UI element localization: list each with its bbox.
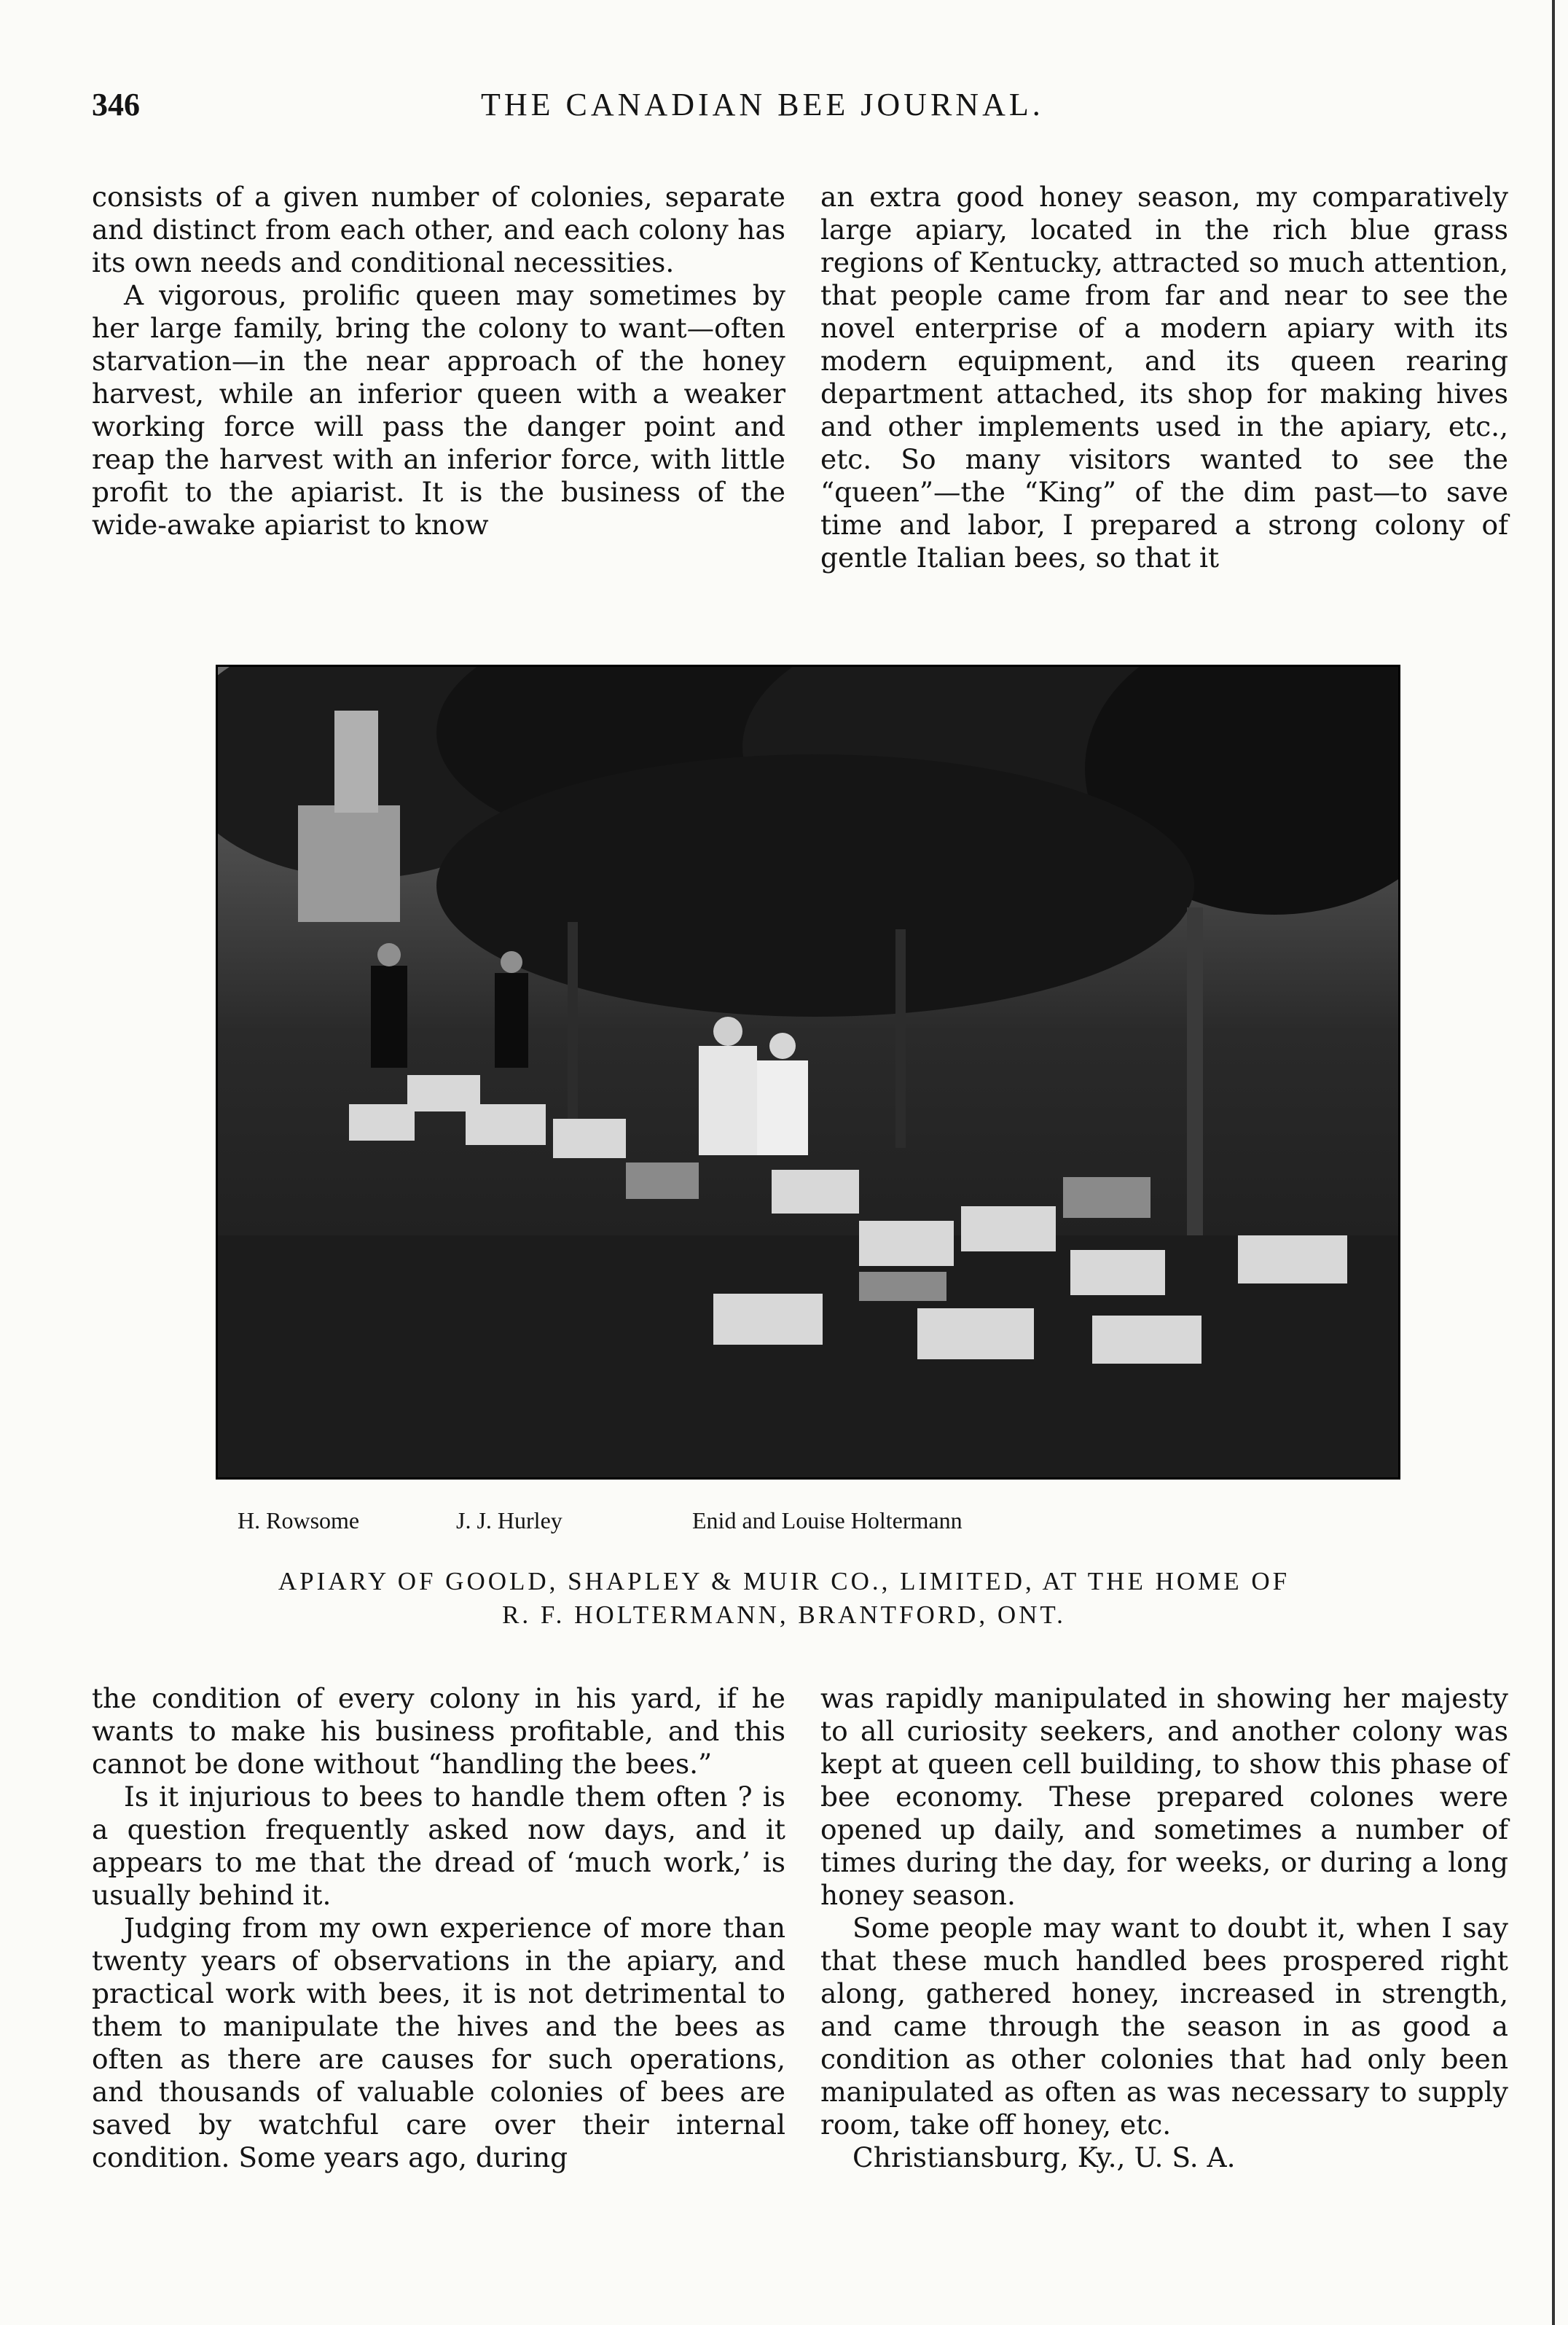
paragraph: Is it injurious to bees to handle them often ? is a question frequently asked now days, and it appears to me that the dread of ‘much work,’ is usually behind it.	[92, 1781, 785, 1911]
photo-name-label: H. Rowsome	[238, 1507, 360, 1533]
journal-title: THE CANADIAN BEE JOURNAL.	[481, 87, 1044, 122]
paragraph: was rapidly manipulated in showing her majesty to all curiosity seekers, and another colony was kept at queen cell building, to show this phase of bee economy. These prepared colones were opened up daily, and sometimes a number of times during the day, for weeks, or during a long honey season.	[820, 1682, 1508, 1911]
column-top-right	[820, 181, 1508, 574]
column-top-left	[92, 181, 785, 542]
paragraph: consists of a given number of colonies, separate and distinct from each other, and each colony has its own needs and conditional necessities.	[92, 181, 785, 278]
signoff: Christiansburg, Ky., U. S. A.	[852, 2141, 1236, 2173]
page-number: 346	[92, 87, 140, 122]
paragraph: Some people may want to doubt it, when I say that these much handled bees prospered right along, gathered honey, increased in strength, and came through the season in as good a condition as other colonies that had only been manipulated as often as was necessary to supply room, take off honey, etc.	[820, 1912, 1508, 2141]
column-bottom-left	[92, 1682, 785, 2174]
page-edge-scan-artifact	[1552, 0, 1555, 2325]
column-bottom-right	[820, 1682, 1508, 2174]
paragraph: an extra good honey season, my comparatively large apiary, located in the rich blue grass regions of Kentucky, attracted so much attention, that people came from far and near to see the novel enterprise of a modern apiary with its modern equipment, and its queen rearing department attached, its shop for making hives and other implements used in the apiary, etc., etc. So many visitors wanted to see the “queen”—the “King” of the dim past—to save time and labor, I prepared a strong colony of gentle Italian bees, so that it	[820, 181, 1508, 574]
photo-name-label: J. J. Hurley	[456, 1507, 562, 1533]
photo-caption-line2: R. F. HOLTERMANN, BRANTFORD, ONT.	[502, 1601, 1066, 1629]
paragraph: Judging from my own experience of more than twenty years of observations in the apiary, and practical work with bees, it is not detrimental to them to manipulate the hives and the bees as often as there are causes for such operations, and thousands of valuable colonies of bees are saved by watchful care over their internal condition. Some years ago, during	[92, 1912, 785, 2173]
photo-caption-line1: APIARY OF GOOLD, SHAPLEY & MUIR CO., LIMITED, AT THE HOME OF	[278, 1567, 1290, 1595]
page-header	[0, 86, 1568, 137]
paragraph: A vigorous, prolific queen may sometimes by her large family, bring the colony to want—often starvation—in the near approach of the honey harvest, while an inferior queen with a weaker working force will pass the danger point and reap the harvest with an inferior force, with little profit to the apiarist. It is the business of the wide-awake apiarist to know	[92, 279, 785, 541]
photo-name-label: Enid and Louise Holtermann	[692, 1507, 963, 1533]
paragraph: the condition of every colony in his yard, if he wants to make his business profitable, and this cannot be done without “handling the bees.”	[92, 1682, 785, 1780]
apiary-photograph	[216, 665, 1400, 1480]
